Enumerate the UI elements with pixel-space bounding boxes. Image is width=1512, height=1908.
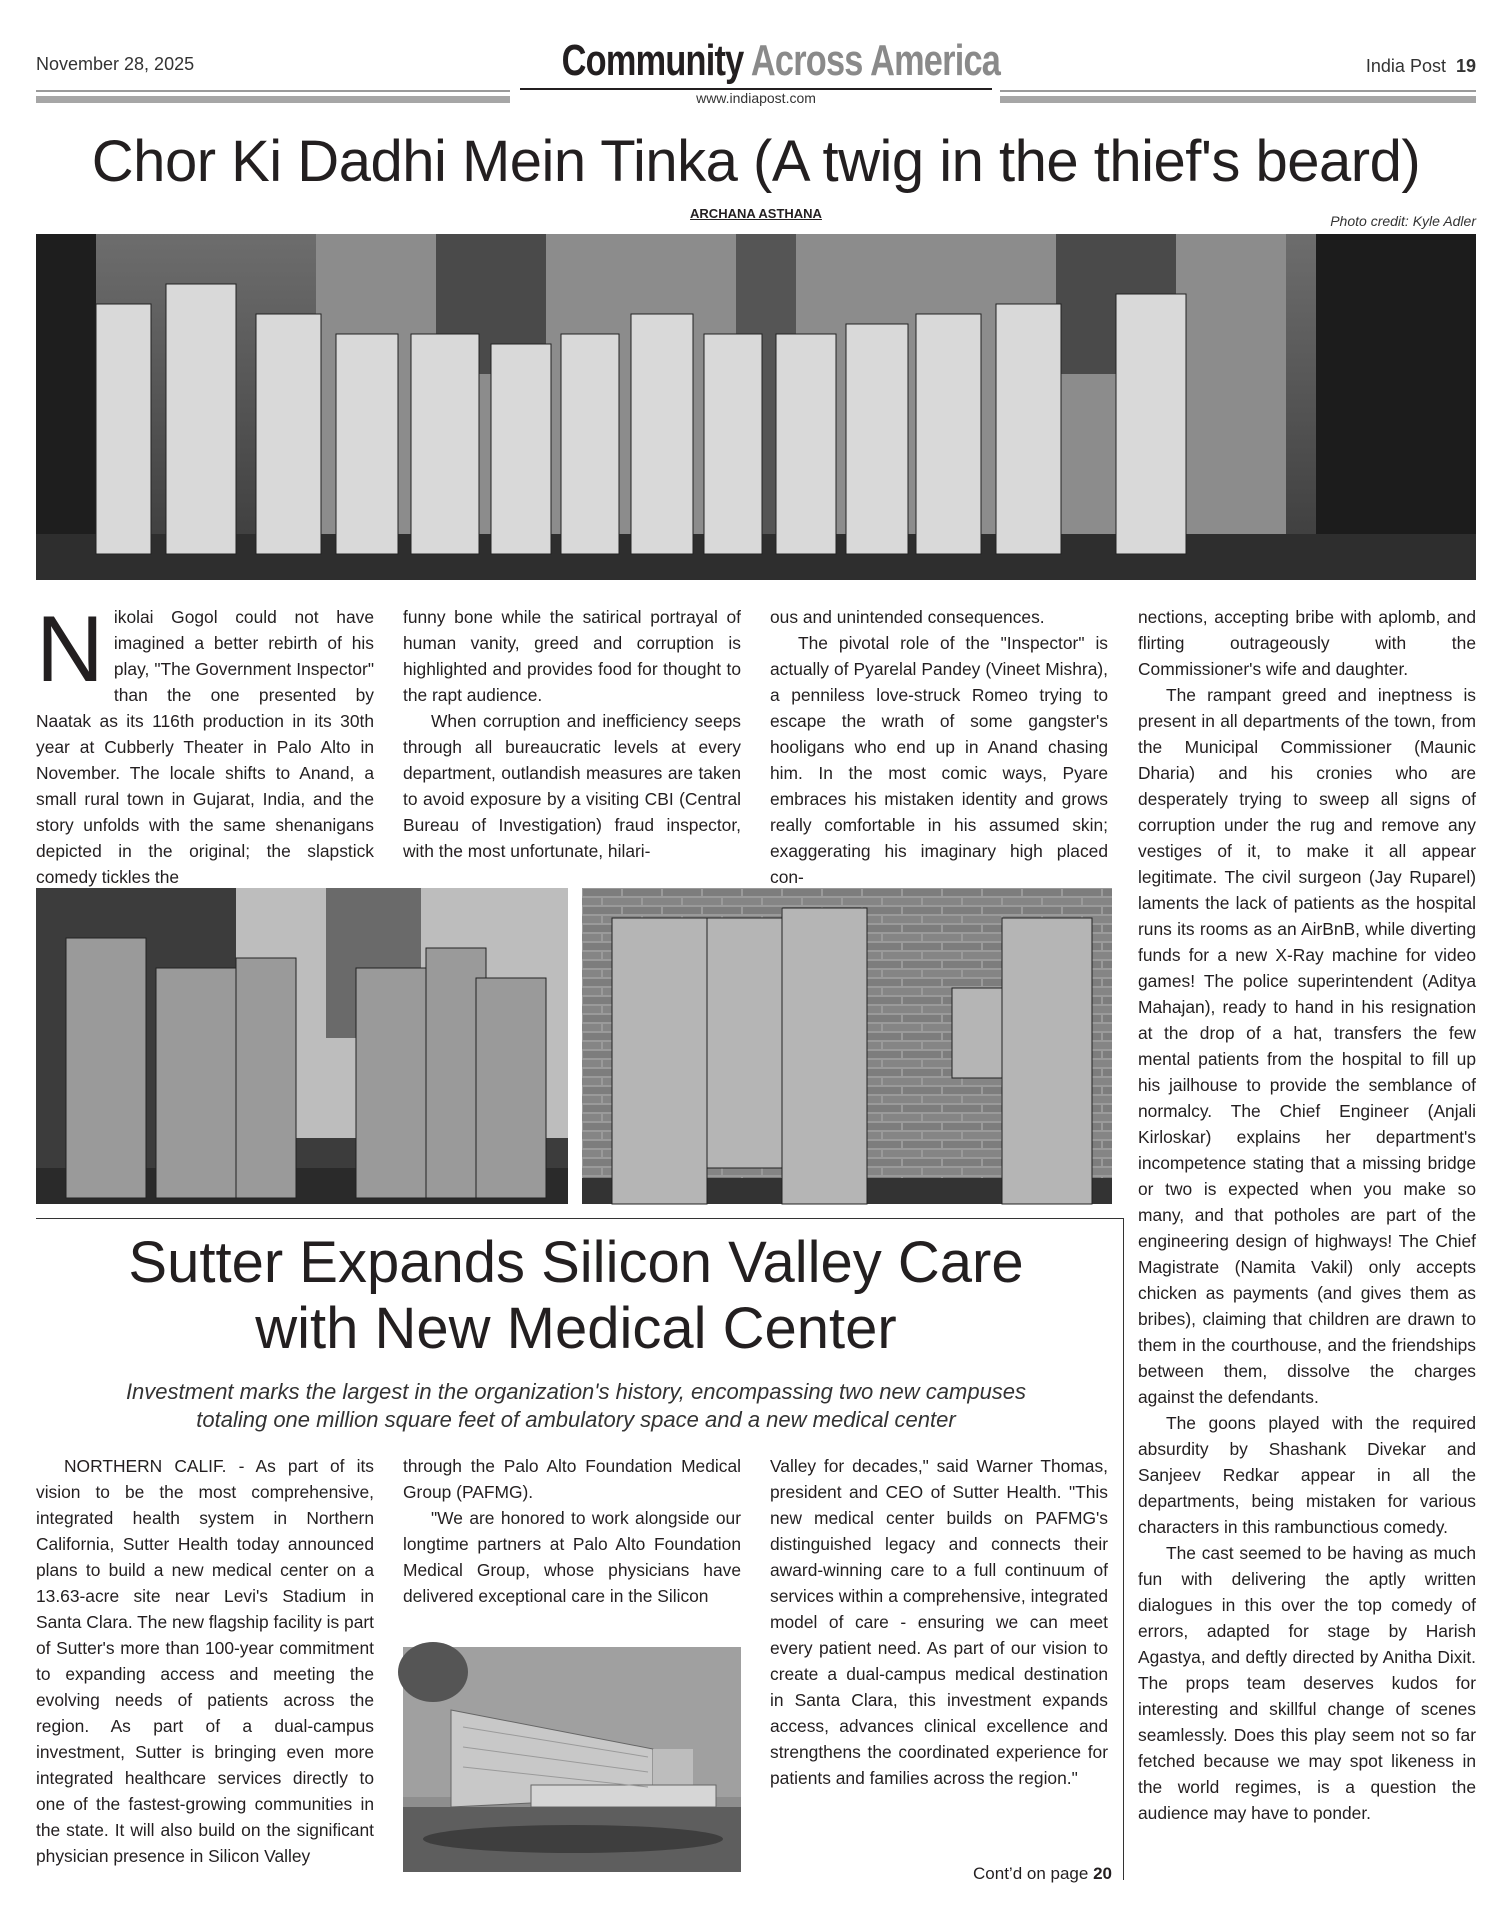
paragraph: ous and unintended consequences. xyxy=(770,607,1045,627)
article2-column-2 xyxy=(403,1453,741,1623)
paragraph: When corruption and inefficiency seeps through all bureaucratic levels at every department, outlandish measures are taken to avoid exposure by a visiting CBI (Central Bureau of Investigation) fraud inspector, with the most unfortunate, hilari- xyxy=(403,711,741,861)
paragraph: nections, accepting bribe with aplomb, and flirting outrageously with the Commissioner's wife and daughter. xyxy=(1138,607,1476,679)
column-text: ikolai Gogol could not have imagined a better rebirth of his play, "The Government Inspector" than the one presented by Naatak as its 116th production in its 30th year at Cubberly Theater in Palo Alto in November. The locale shifts to Anand, a small rural town in Gujarat, India, and the story unfolds with the same shenanigans depicted in the original; the slapstick comedy tickles the xyxy=(36,607,374,887)
article-divider xyxy=(36,1218,1124,1219)
paragraph: through the Palo Alto Foundation Medical Group (PAFMG). xyxy=(403,1456,741,1502)
masthead xyxy=(561,36,1001,86)
header-rule-right-thick xyxy=(1000,96,1476,103)
page-info xyxy=(1366,56,1476,77)
paragraph: The pivotal role of the "Inspector" is actually of Pyarelal Pandey (Vineet Mishra), a penniless love-struck Romeo trying to escape the wrath of some gangster's hooligans who end up in Anand chasing him. In the most comic ways, Pyare embraces his mistaken identity and grows really comfortable in his assumed skin; exaggerating his imaginary high placed con- xyxy=(770,633,1108,887)
publication-name: India Post xyxy=(1365,56,1446,76)
page-number: 19 xyxy=(1455,56,1476,76)
article1-column-1 xyxy=(36,596,374,887)
article1-column-4 xyxy=(1138,604,1476,1894)
article-headline: Chor Ki Dadhi Mein Tinka (A twig in the thief's beard) xyxy=(91,129,1421,194)
continued-on-page[interactable] xyxy=(900,1864,1112,1884)
scene-photo-left xyxy=(36,888,568,1204)
headline-line: with New Medical Center xyxy=(255,1296,897,1361)
header-rule-right-thin xyxy=(1000,90,1476,92)
masthead-across-america: Across America xyxy=(750,36,1001,85)
header-rule-left-thick xyxy=(36,96,510,103)
byline: ARCHANA ASTHANA xyxy=(690,206,822,221)
contd-text: Cont’d on page xyxy=(973,1864,1089,1883)
paragraph: The goons played with the required absurdity by Shashank Divekar and Sanjeev Redkar appear in all the departments, being mistaken for various characters in this rambunctious comedy. xyxy=(1138,1413,1476,1537)
photo-credit: Photo credit: Kyle Adler xyxy=(1330,213,1476,229)
article1-column-3 xyxy=(770,604,1108,887)
cast-curtain-call-photo xyxy=(36,234,1476,580)
paragraph: Valley for decades," said Warner Thomas, president and CEO of Sutter Health. "This new medical center builds on PAFMG's distinguished legacy and connects their award-winning care to a full continuum of services within a comprehensive, integrated model of care - ensuring we can meet every patient need. As part of our vision to create a dual-campus medical destination in Santa Clara, this investment expands access, advances clinical excellence and strengthens the coordinated experience for patients and families across the region." xyxy=(770,1456,1108,1788)
article2-column-1 xyxy=(36,1453,374,1893)
deck-line: totaling one million square feet of ambulatory space and a new medical center xyxy=(196,1407,956,1432)
contd-page-number: 20 xyxy=(1093,1864,1112,1883)
paragraph: The rampant greed and ineptness is present in all departments of the town, from the Municipal Commissioner (Maunic Dharia) and his cronies who are desperately trying to sweep all signs of corruption under the rug and remove any vestiges of it, to make it all appear legitimate. The civil surgeon (Jay Ruparel) laments the lack of patients as the hospital runs its rooms as an AirBnB, while diverting funds for a new X-Ray machine for video games! The police superintendent (Aditya Mahajan), ready to hand in his resignation at the drop of a hat, transfers the few mental patients from the hospital to fill up his jailhouse to provide the semblance of normalcy. The Chief Engineer (Anjali Kirloskar) explains her department's incompetence stating that a missing bridge or two is expected when you make so many, and that potholes are part of the engineering design of highways! The Chief Magistrate (Namita Vakil) only accepts chicken as payments (and gives them as bribes), claiming that children are drawn to them in the courthouse, and the friendships between them, dissolve the charges against the defendants. xyxy=(1138,685,1476,1407)
article1-column-2 xyxy=(403,604,741,864)
article2-column-3 xyxy=(770,1453,1108,1788)
medical-center-rendering xyxy=(403,1647,741,1872)
paragraph: funny bone while the satirical portrayal of human vanity, greed and corruption is highlighted and provides food for thought to the rapt audience. xyxy=(403,607,741,705)
headline-line: Sutter Expands Silicon Valley Care xyxy=(128,1230,1024,1295)
paragraph: "We are honored to work alongside our longtime partners at Palo Alto Foundation Medical Group, whose physicians have delivered exceptional care in the Silicon xyxy=(403,1508,741,1606)
issue-date: November 28, 2025 xyxy=(36,54,195,74)
header-rule-left-thin xyxy=(36,90,510,92)
article2-deck xyxy=(36,1378,1116,1434)
article-divider-vertical xyxy=(1123,1218,1124,1880)
drop-cap: N xyxy=(36,596,104,701)
paragraph: The cast seemed to be having as much fun with delivering the aptly written dialogues in this over the top comedy of errors, adapted for stage by Harish Agastya, and deftly directed by Anitha Dixit. The props team deserves kudos for interesting and skillful change of scenes seamlessly. Does this play seem not so far fetched because we may spot likeness in the world regimes, is a question the audience may have to ponder. xyxy=(1138,1543,1476,1823)
deck-line: Investment marks the largest in the organization's history, encompassing two new campuses xyxy=(125,1379,1027,1404)
website-link[interactable]: www.indiapost.com xyxy=(696,90,816,106)
article2-headline xyxy=(36,1230,1116,1362)
paragraph: NORTHERN CALIF. - As part of its vision to be the most comprehensive, integrated health system in Northern California, Sutter Health today announced plans to build a new medical center on a 13.63-acre site near Levi's Stadium in Santa Clara. The new flagship facility is part of Sutter's more than 100-year commitment to expanding access and meeting the evolving needs of patients across the region. As part of a dual-campus investment, Sutter is bringing even more integrated healthcare services directly to one of the fastest-growing communities in the state. It will also build on the significant physician presence in Silicon Valley xyxy=(36,1456,374,1866)
masthead-community: Community xyxy=(561,36,744,85)
scene-photo-right xyxy=(582,888,1112,1204)
